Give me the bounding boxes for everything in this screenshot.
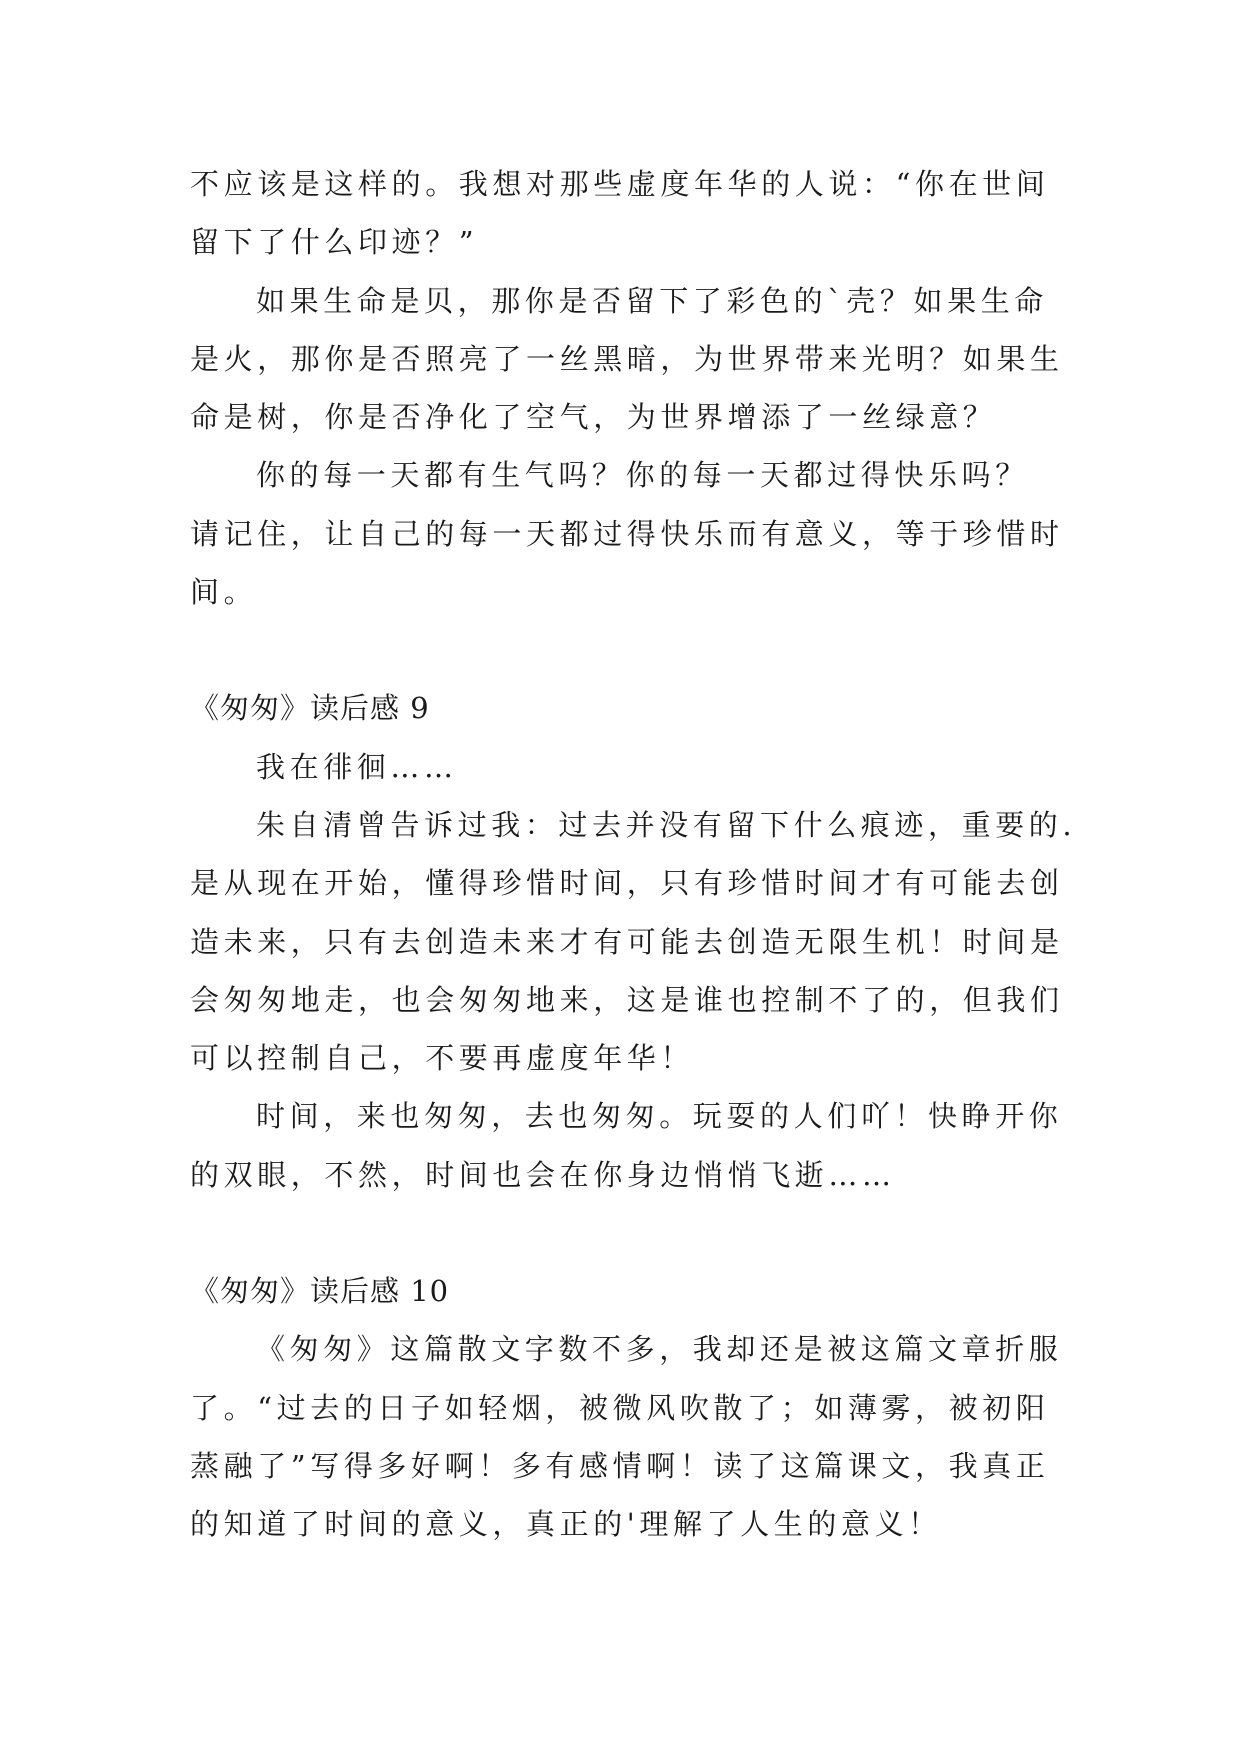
document-page (190, 155, 1077, 1554)
text-line: 的知道了时间的意义，真正的'理解了人生的意义！ (190, 1507, 942, 1542)
text-line: 留下了什么印迹？” (190, 225, 479, 260)
paragraph-start: 我在徘徊…… (256, 749, 458, 784)
text-line: 是从现在开始，懂得珍惜时间，只有珍惜时间才有可能去创 (190, 866, 1064, 901)
paragraph-start: 朱自清曾告诉过我：过去并没有留下什么痕迹，重要的. (256, 807, 1077, 842)
text-line: 是火，那你是否照亮了一丝黑暗，为世界带来光明？如果生 (190, 341, 1064, 376)
text-line: 造未来，只有去创造未来才有可能去创造无限生机！时间是 (190, 924, 1064, 959)
text-line: 请记住，让自己的每一天都过得快乐而有意义，等于珍惜时 (190, 516, 1064, 551)
section-heading: 《匆匆》读后感 10 (190, 1274, 450, 1309)
section-gap (190, 1204, 1050, 1262)
text-line: 间。 (190, 575, 258, 610)
text-line: 可以控制自己，不要再虚度年华！ (190, 1041, 695, 1076)
text-line: 蒸融了”写得多好啊！多有感情啊！读了这篇课文，我真正 (190, 1448, 1050, 1483)
text-line: 命是树，你是否净化了空气，为世界增添了一丝绿意？ (190, 400, 997, 435)
paragraph-start: 《匆匆》这篇散文字数不多，我却还是被这篇文章折服 (256, 1332, 1063, 1367)
paragraph-start: 如果生命是贝，那你是否留下了彩色的`壳？如果生命 (256, 283, 1048, 318)
section-gap (190, 621, 1050, 679)
text-line: 会匆匆地走，也会匆匆地来，这是谁也控制不了的，但我们 (190, 982, 1064, 1017)
text-line: 了。“过去的日子如轻烟，被微风吹散了；如薄雾，被初阳 (190, 1390, 1050, 1425)
text-line: 的双眼，不然，时间也会在你身边悄悄飞逝…… (190, 1157, 896, 1192)
paragraph-start: 时间，来也匆匆，去也匆匆。玩耍的人们吖！快睁开你 (256, 1099, 1063, 1134)
text-line: 不应该是这样的。我想对那些虚度年华的人说：“你在世间 (190, 167, 1050, 201)
section-heading: 《匆匆》读后感 9 (190, 691, 430, 726)
paragraph-start: 你的每一天都有生气吗？你的每一天都过得快乐吗？ (256, 458, 1029, 493)
